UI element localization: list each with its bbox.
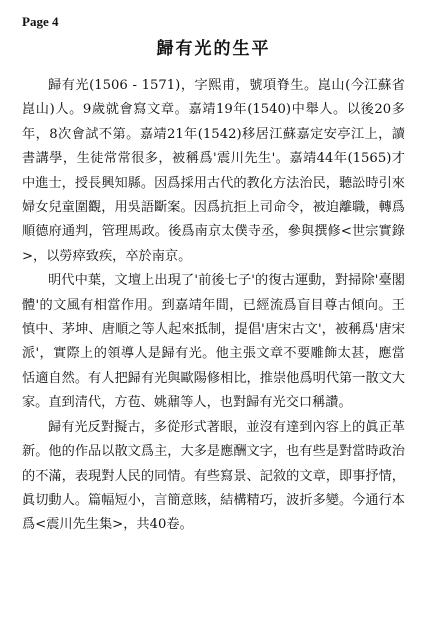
page-number-label: Page 4 [22,14,59,29]
paragraph-biography: 歸有光(1506 - 1571)，字熙甫，號項脊生。崑山(今江蘇省崑山)人。9歲就會寫文章。嘉靖19年(1540)中舉人。以後20多年，8次會試不第。嘉靖21年(1542)移居江蘇嘉定安亭江上，讀書講學，生徒常常很多，被稱爲'震川先生'。嘉靖44年(1565)才中進士，授長興知縣。因爲採用古代的教化方法治民，聽訟時引來婦女兒童圍觀，用吳語斷案。因爲抗拒上司命令，被迫離職，轉爲順德府通判，管理馬政。後爲南京太僕寺丞，參與撰修<世宗實錄>，以勞瘁致疾，卒於南京。 [22,78,405,264]
document-title: 歸有光的生平 [156,39,271,59]
paragraph-works: 歸有光反對擬古，多從形式著眼，並沒有達到內容上的眞正革新。他的作品以散文爲主，大多是應酬文字，也有些是對當時政治的不滿，表現對人民的同情。有些寫景、記敘的文章，即事抒情，眞切動人。篇幅短小，言簡意賅，結構精巧，波折多變。今通行本爲<震川先生集>，共40卷。 [22,419,405,533]
paragraph-literary-movement: 明代中葉，文壇上出現了'前後七子'的復古運動，對掃除'臺閣體'的文風有相當作用。到嘉靖年間，已經流爲盲目尊古傾向。王慎中、茅坤、唐順之等人起來抵制，提倡'唐宋古文'，被稱爲'唐宋派'，實際上的領導人是歸有光。他主張文章不要雕飾太甚，應當恬適自然。有人把歸有光與歐陽修相比，推崇他爲明代第一散文大家。直到清代，方苞、姚鼐等人，也對歸有光交口稱讚。 [22,273,405,411]
